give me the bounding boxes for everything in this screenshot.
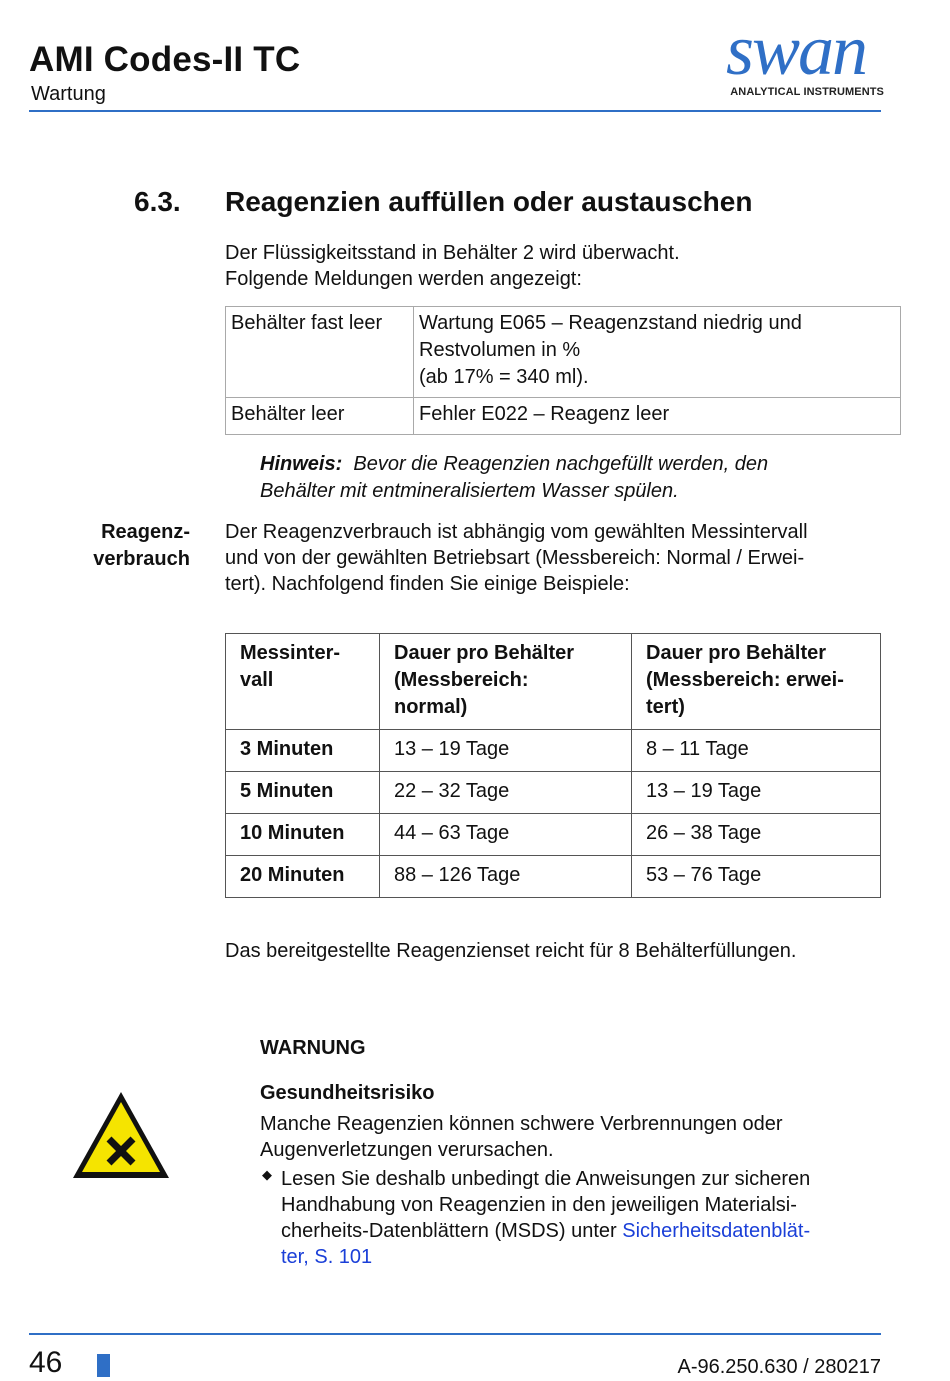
intro-line: Der Flüssigkeitsstand in Behälter 2 wird überwacht. bbox=[225, 242, 680, 264]
table-cell: 13 – 19 Tage bbox=[632, 772, 881, 814]
consumption-paragraph bbox=[225, 519, 885, 597]
table-cell bbox=[414, 307, 901, 398]
note-line: Behälter mit entmineralisiertem Wasser spülen. bbox=[260, 480, 679, 502]
table-cell: 20 Minuten bbox=[226, 856, 380, 898]
messages-table bbox=[225, 306, 901, 435]
page-marker bbox=[97, 1354, 110, 1377]
bullet-line: Handhabung von Reagenzien in den jeweiligen Materialsi- bbox=[281, 1194, 797, 1216]
bullet-line: Lesen Sie deshalb unbedingt die Anweisungen zur sicheren bbox=[281, 1168, 811, 1190]
document-title: AMI Codes-II TC bbox=[29, 40, 301, 79]
section-title: Reagenzien auffüllen oder austauschen bbox=[225, 186, 753, 217]
msds-link-continued[interactable]: ter, S. 101 bbox=[281, 1246, 373, 1268]
warning-line: Manche Reagenzien können schwere Verbrennungen oder bbox=[260, 1113, 783, 1135]
warning-subtitle: Gesundheitsrisiko bbox=[260, 1082, 435, 1104]
table-cell: 44 – 63 Tage bbox=[380, 814, 632, 856]
column-header bbox=[226, 634, 380, 730]
header-line: (Messbereich: erwei- bbox=[646, 669, 844, 691]
table-row bbox=[226, 814, 881, 856]
table-cell: 22 – 32 Tage bbox=[380, 772, 632, 814]
reagent-set-paragraph: Das bereitgestellte Reagenzienset reicht für 8 Behälterfüllungen. bbox=[225, 940, 797, 962]
table-header-row bbox=[226, 634, 881, 730]
header-line: Dauer pro Behälter bbox=[394, 642, 575, 664]
bullet-line bbox=[281, 1218, 881, 1244]
column-header bbox=[380, 634, 632, 730]
bullet-line-text: cherheits-Datenblättern (MSDS) unter bbox=[281, 1220, 623, 1242]
table-cell: Fehler E022 – Reagenz leer bbox=[414, 398, 901, 435]
table-cell: 53 – 76 Tage bbox=[632, 856, 881, 898]
table-cell: 26 – 38 Tage bbox=[632, 814, 881, 856]
intro-paragraph bbox=[225, 240, 885, 292]
header-line: normal) bbox=[394, 696, 468, 718]
header-line: tert) bbox=[646, 696, 685, 718]
side-label-line: Reagenz- bbox=[101, 521, 190, 543]
table-row bbox=[226, 772, 881, 814]
table-row bbox=[226, 856, 881, 898]
header-line: (Messbereich: bbox=[394, 669, 529, 691]
harmful-hazard-icon bbox=[70, 1089, 172, 1181]
header-line: vall bbox=[240, 669, 274, 691]
table-row bbox=[226, 398, 901, 435]
interval-table bbox=[225, 633, 881, 898]
table-row bbox=[226, 730, 881, 772]
header-divider bbox=[29, 110, 881, 112]
page-number: 46 bbox=[29, 1346, 63, 1379]
column-header bbox=[632, 634, 881, 730]
table-cell: Behälter leer bbox=[226, 398, 414, 435]
bullet-line bbox=[281, 1244, 881, 1270]
warning-text bbox=[260, 1111, 880, 1163]
warning-title: WARNUNG bbox=[260, 1037, 366, 1059]
logo-tagline: ANALYTICAL INSTRUMENTS bbox=[730, 86, 884, 98]
bullet-diamond-icon: ◆ bbox=[262, 1167, 272, 1182]
note-line bbox=[260, 451, 860, 478]
note-text: Bevor die Reagenzien nachgefüllt werden, den bbox=[353, 453, 769, 475]
note-label: Hinweis: bbox=[260, 453, 343, 475]
cell-line: (ab 17% = 340 ml). bbox=[419, 366, 589, 388]
side-label bbox=[30, 519, 190, 573]
table-cell: 5 Minuten bbox=[226, 772, 380, 814]
side-label-line: verbrauch bbox=[93, 548, 190, 570]
table-cell: 10 Minuten bbox=[226, 814, 380, 856]
note bbox=[260, 451, 860, 505]
paragraph-line: tert). Nachfolgend finden Sie einige Beispiele: bbox=[225, 573, 630, 595]
document-code: A-96.250.630 / 280217 bbox=[677, 1356, 881, 1378]
table-cell: 13 – 19 Tage bbox=[380, 730, 632, 772]
cell-line: Restvolumen in % bbox=[419, 339, 581, 361]
table-row bbox=[226, 307, 901, 398]
section-number: 6.3. bbox=[134, 186, 181, 217]
logo-wordmark: swan bbox=[726, 10, 867, 90]
paragraph-line: und von der gewählten Betriebsart (Messbereich: Normal / Erwei- bbox=[225, 547, 805, 569]
cell-line: Wartung E065 – Reagenzstand niedrig und bbox=[419, 312, 802, 334]
swan-logo bbox=[722, 10, 884, 104]
warning-bullet-text bbox=[281, 1166, 881, 1270]
table-cell: 8 – 11 Tage bbox=[632, 730, 881, 772]
msds-link[interactable]: Sicherheitsdatenblät- bbox=[622, 1220, 811, 1242]
table-cell: 3 Minuten bbox=[226, 730, 380, 772]
intro-line: Folgende Meldungen werden angezeigt: bbox=[225, 268, 582, 290]
header-line: Messinter- bbox=[240, 642, 341, 664]
table-cell: Behälter fast leer bbox=[226, 307, 414, 398]
paragraph-line: Der Reagenzverbrauch ist abhängig vom gewählten Messintervall bbox=[225, 521, 808, 543]
footer-divider bbox=[29, 1333, 881, 1335]
warning-line: Augenverletzungen verursachen. bbox=[260, 1139, 554, 1161]
document-subtitle: Wartung bbox=[31, 83, 106, 105]
header-line: Dauer pro Behälter bbox=[646, 642, 827, 664]
table-cell: 88 – 126 Tage bbox=[380, 856, 632, 898]
